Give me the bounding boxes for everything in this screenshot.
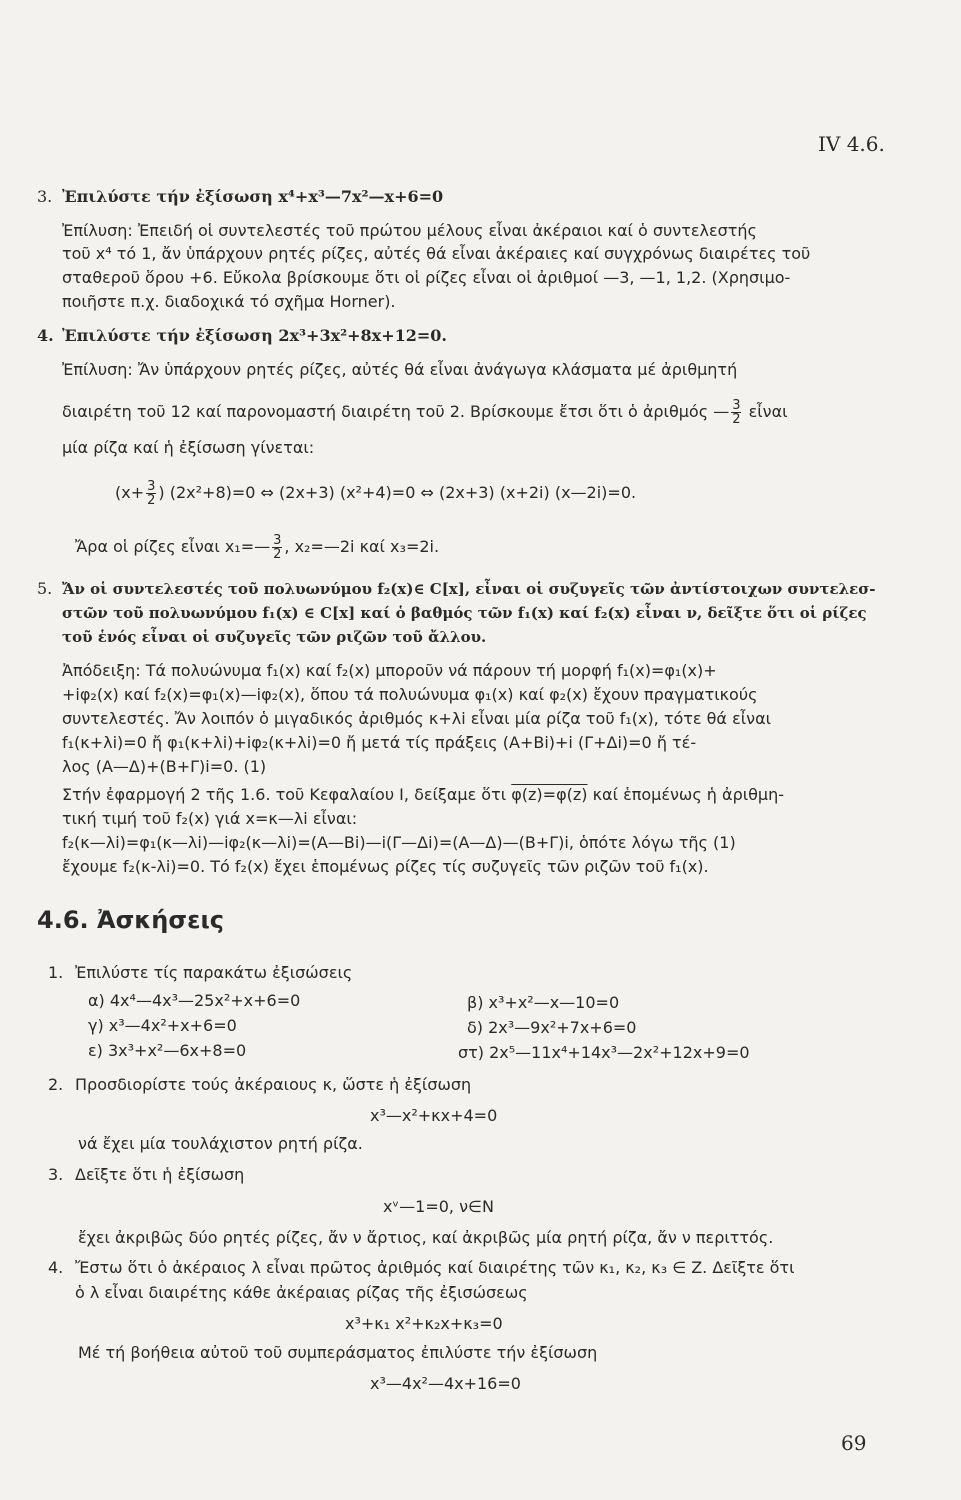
problem-5-number: 5. — [37, 579, 53, 598]
exercise-2-text: νά ἔχει μία τουλάχιστον ρητή ρίζα. — [78, 1134, 363, 1153]
problem-5-proof-line: f₁(κ+λi)=0 ἤ φ₁(κ+λi)+iφ₂(κ+λi)=0 ἤ μετά τίς πράξεις (Α+Βi)+i (Γ+Δi)=0 ἤ τέ- — [62, 733, 697, 752]
fraction-three-halves — [146, 480, 156, 507]
equation-part: ) (2x²+8)=0 ⇔ (2x+3) (x²+4)=0 ⇔ (2x+3) (x+2i) (x—2i)=0. — [158, 483, 637, 502]
exercise-2-equation: x³—x²+κx+4=0 — [370, 1106, 498, 1125]
problem-5-proof-line: +iφ₂(x) καί f₂(x)=φ₁(x)—iφ₂(x), ὅπου τά πολυώνυμα φ₁(x) καί φ₂(x) ἔχουν πραγματικούς — [62, 685, 758, 704]
problem-3-solution-line: ποιῆστε π.χ. διαδοχικά τό σχῆμα Horner). — [62, 292, 396, 311]
problem-4-solution-text: διαιρέτη τοῦ 12 καί παρονομαστή διαιρέτη τοῦ 2. Βρίσκουμε ἔτσι ὅτι ὁ ἀριθμός — — [62, 402, 730, 421]
fraction-numerator: 3 — [732, 398, 741, 413]
exercise-4-text: Μέ τή βοήθεια αὐτοῦ τοῦ συμπεράσματος ἐπιλύστε τήν ἐξίσωση — [78, 1343, 598, 1362]
problem-5-proof-line: συντελεστές. Ἄν λοιπόν ὁ μιγαδικός ἀριθμός κ+λi εἶναι μία ρίζα τοῦ f₁(x), τότε θά εἶναι — [62, 709, 772, 728]
problem-4-number: 4. — [37, 326, 54, 345]
fraction-denominator: 2 — [273, 547, 282, 562]
exercise-1-item: δ) 2x³—9x²+7x+6=0 — [467, 1018, 637, 1037]
problem-4-solution-line: Ἐπίλυση: Ἄν ὑπάρχουν ρητές ρίζες, αὐτές θά εἶναι ἀνάγωγα κλάσματα μέ ἀριθμητή — [62, 360, 738, 379]
problem-5-proof-line: λος (Α—Δ)+(Β+Γ)i=0. (1) — [62, 757, 267, 776]
problem-3-statement: Ἐπιλύστε τήν ἐξίσωση x⁴+x³—7x²—x+6=0 — [62, 187, 444, 206]
equation-part: (x+ — [115, 483, 145, 502]
problem-4-equation — [115, 480, 636, 507]
exercise-1-item: β) x³+x²—x—10=0 — [467, 993, 620, 1012]
problem-3-number: 3. — [37, 187, 53, 206]
proof-text: Στήν ἐφαρμογή 2 τῆς 1.6. τοῦ Κεφαλαίου Ι, δείξαμε ὅτι — [62, 785, 512, 804]
section-title: 4.6. Ἀσκήσεις — [37, 906, 225, 934]
exercise-2-number: 2. — [48, 1075, 64, 1094]
problem-4-roots — [75, 534, 439, 561]
exercise-3-number: 3. — [48, 1165, 64, 1184]
exercise-1-title: Ἐπιλύστε τίς παρακάτω ἐξισώσεις — [75, 963, 353, 982]
exercise-4-equation: x³+κ₁ x²+κ₂x+κ₃=0 — [345, 1314, 503, 1333]
fraction-denominator: 2 — [732, 412, 741, 427]
exercise-4-text: Ἔστω ὅτι ὁ ἀκέραιος λ εἶναι πρῶτος ἀριθμός καί διαιρέτης τῶν κ₁, κ₂, κ₃ ∈ Z. Δεῖξτε ὅτι — [75, 1258, 795, 1277]
problem-5-statement-line: στῶν τοῦ πολυωνύμου f₁(x) ∈ C[x] καί ὁ βαθμός τῶν f₁(x) καί f₂(x) εἶναι ν, δεῖξτε ὅτι οἱ ρίζες — [62, 604, 867, 622]
conjugate-identity: φ(z)=φ(z) — [511, 785, 588, 804]
fraction-three-halves — [731, 399, 741, 426]
roots-text: , x₂=—2i καί x₃=2i. — [284, 537, 440, 556]
exercise-1-item: γ) x³—4x²+x+6=0 — [88, 1016, 237, 1035]
problem-5-proof-line — [62, 785, 784, 805]
exercise-4-text: ὁ λ εἶναι διαιρέτης κάθε ἀκέραιας ρίζας τῆς ἐξισώσεως — [75, 1283, 528, 1302]
problem-4-solution-text: εἶναι — [748, 402, 788, 421]
exercise-4-equation: x³—4x²—4x+16=0 — [370, 1374, 521, 1393]
exercise-2-title: Προσδιορίστε τούς ἀκέραιους κ, ὥστε ἡ ἐξίσωση — [75, 1075, 472, 1094]
exercise-1-item: ε) 3x³+x²—6x+8=0 — [88, 1041, 247, 1060]
problem-5-proof-line: τική τιμή τοῦ f₂(x) γιά x=κ—λi εἶναι: — [62, 809, 358, 828]
fraction-numerator: 3 — [147, 479, 156, 494]
problem-5-proof-line: f₂(κ—λi)=φ₁(κ—λi)—iφ₂(κ—λi)=(Α—Βi)—i(Γ—Δi)=(Α—Δ)—(Β+Γ)i, ὁπότε λόγω τῆς (1) — [62, 833, 736, 852]
problem-3-solution-line: τοῦ x⁴ τό 1, ἄν ὑπάρχουν ρητές ρίζες, αὐτές θά εἶναι ἀκέραιες καί συγχρόνως διαιρέτες τοῦ — [62, 244, 811, 263]
exercise-3-text: ἔχει ἀκριβῶς δύο ρητές ρίζες, ἄν ν ἄρτιος, καί ἀκριβῶς μία ρητή ρίζα, ἄν ν περιττός. — [78, 1228, 774, 1247]
problem-5-statement-line: τοῦ ἑνός εἶναι οἱ συζυγεῖς τῶν ριζῶν τοῦ ἄλλου. — [62, 628, 487, 646]
proof-text: καί ἑπομένως ἡ ἀριθμη- — [587, 785, 785, 804]
problem-4-solution-line — [62, 399, 788, 426]
exercise-4-number: 4. — [48, 1258, 64, 1277]
problem-5-statement-line: Ἄν οἱ συντελεστές τοῦ πολυωνύμου f₂(x)∈ C[x], εἶναι οἱ συζυγεῖς τῶν ἀντίστοιχων συντελεσ- — [62, 580, 876, 598]
fraction-denominator: 2 — [147, 493, 156, 508]
problem-5-proof-line: Ἀπόδειξη: Τά πολυώνυμα f₁(x) καί f₂(x) μποροῦν νά πάρουν τή μορφή f₁(x)=φ₁(x)+ — [62, 661, 717, 680]
exercise-3-title: Δεῖξτε ὅτι ἡ ἐξίσωση — [75, 1165, 245, 1184]
page-header: IV 4.6. — [818, 132, 885, 156]
problem-5-proof-line: ἔχουμε f₂(κ-λi)=0. Τό f₂(x) ἔχει ἑπομένως ρίζες τίς συζυγεῖς τῶν ριζῶν τοῦ f₁(x). — [62, 857, 709, 876]
roots-text: Ἄρα οἱ ρίζες εἶναι x₁=— — [75, 537, 271, 556]
fraction-numerator: 3 — [273, 533, 282, 548]
fraction-three-halves — [272, 534, 282, 561]
page-number: 69 — [841, 1431, 867, 1455]
problem-3-solution-line: σταθεροῦ ὅρου +6. Εὔκολα βρίσκουμε ὅτι οἱ ρίζες εἶναι οἱ ἀριθμοί —3, —1, 1,2. (Χρησιμο- — [62, 268, 791, 287]
exercise-3-equation: xᵛ—1=0, ν∈N — [383, 1197, 494, 1216]
problem-4-statement: Ἐπιλύστε τήν ἐξίσωση 2x³+3x²+8x+12=0. — [62, 326, 447, 345]
exercise-1-number: 1. — [48, 963, 64, 982]
problem-3-solution-line: Ἐπίλυση: Ἐπειδή οἱ συντελεστές τοῦ πρώτου μέλους εἶναι ἀκέραιοι καί ὁ συντελεστής — [62, 221, 757, 240]
exercise-1-item: α) 4x⁴—4x³—25x²+x+6=0 — [88, 991, 301, 1010]
problem-4-solution-line: μία ρίζα καί ἡ ἐξίσωση γίνεται: — [62, 438, 315, 457]
exercise-1-item: στ) 2x⁵—11x⁴+14x³—2x²+12x+9=0 — [458, 1043, 750, 1062]
